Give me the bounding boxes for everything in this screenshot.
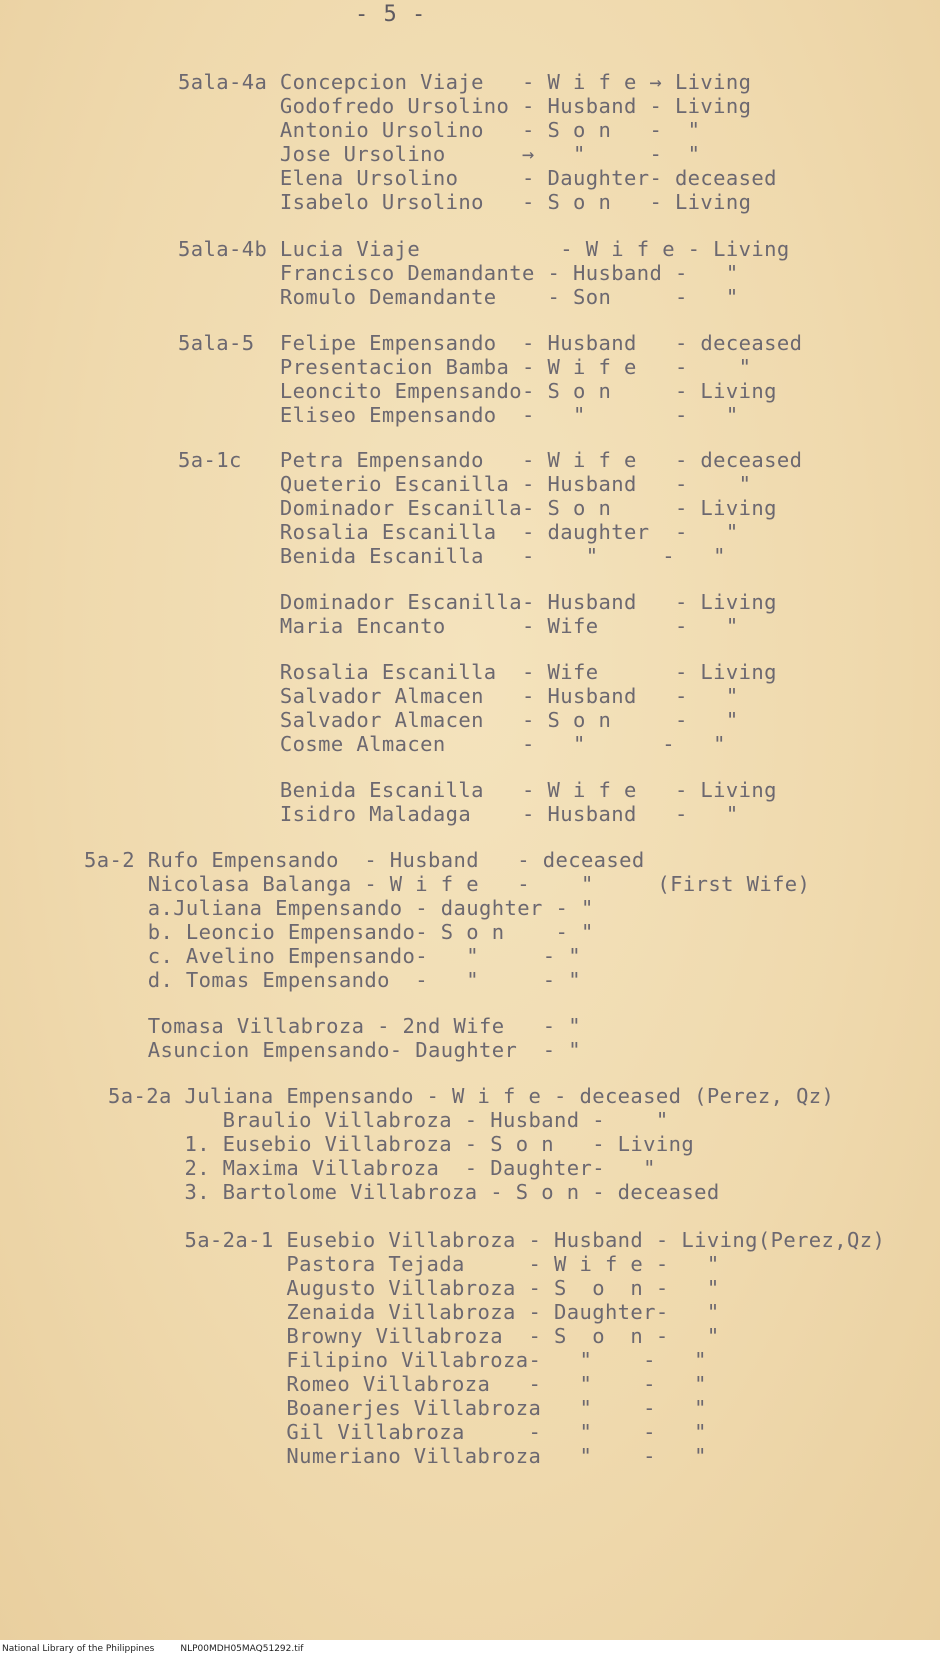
text-line: Francisco Demandante - Husband - " [178, 261, 739, 285]
text-line: Gil Villabroza - " - " [108, 1420, 707, 1444]
text-line: 5a-2 Rufo Empensando - Husband - deceased [84, 848, 645, 872]
text-line: 1. Eusebio Villabroza - S o n - Living [108, 1132, 695, 1156]
text-line: 2. Maxima Villabroza - Daughter- " [108, 1156, 656, 1180]
text-line: Augusto Villabroza - S o n - " [108, 1276, 720, 1300]
text-line: Zenaida Villabroza - Daughter- " [108, 1300, 720, 1324]
text-line: 5a-2a-1 Eusebio Villabroza - Husband - Living(Perez,Qz) [108, 1228, 886, 1252]
text-line: 3. Bartolome Villabroza - S o n - deceased [108, 1180, 720, 1204]
text-line: d. Tomas Empensando - " - " [84, 968, 581, 992]
text-line: Antonio Ursolino - S o n - " [178, 118, 701, 142]
text-line: Tomasa Villabroza - 2nd Wife - " [84, 1014, 581, 1038]
text-line: Godofredo Ursolino - Husband - Living [178, 94, 752, 118]
text-line: Elena Ursolino - Daughter- deceased [178, 166, 777, 190]
text-line: 5ala-4a Concepcion Viaje - W i f e → Living [178, 70, 752, 94]
text-line: b. Leoncio Empensando- S o n - " [84, 920, 594, 944]
text-line: Browny Villabroza - S o n - " [108, 1324, 720, 1348]
text-line: 5ala-4b Lucia Viaje - W i f e - Living [178, 237, 790, 261]
text-line: 5a-1c Petra Empensando - W i f e - deceased [178, 448, 803, 472]
text-line: Jose Ursolino → " - " [178, 142, 701, 166]
text-line: Boanerjes Villabroza " - " [108, 1396, 707, 1420]
text-line: Isabelo Ursolino - S o n - Living [178, 190, 752, 214]
file-id: NLP00MDH05MAQ51292.tif [180, 1644, 304, 1654]
text-line: Filipino Villabroza- " - " [108, 1348, 707, 1372]
text-line: Eliseo Empensando - " - " [178, 403, 739, 427]
text-line: Numeriano Villabroza " - " [108, 1444, 707, 1468]
text-line: Salvador Almacen - S o n - " [178, 708, 739, 732]
text-line: Queterio Escanilla - Husband - " [178, 472, 752, 496]
text-line: Salvador Almacen - Husband - " [178, 684, 739, 708]
text-line: Braulio Villabroza - Husband - " [108, 1108, 669, 1132]
archive-footer [0, 1640, 940, 1658]
text-line: Cosme Almacen - " - " [178, 732, 726, 756]
text-line: a.Juliana Empensando - daughter - " [84, 896, 594, 920]
text-line: 5ala-5 Felipe Empensando - Husband - deceased [178, 331, 803, 355]
text-line: Pastora Tejada - W i f e - " [108, 1252, 720, 1276]
text-line: Nicolasa Balanga - W i f e - " (First Wife) [84, 872, 811, 896]
text-line: Presentacion Bamba - W i f e - " [178, 355, 752, 379]
text-line: Romeo Villabroza - " - " [108, 1372, 707, 1396]
text-line: Rosalia Escanilla - Wife - Living [178, 660, 777, 684]
text-line: Dominador Escanilla- S o n - Living [178, 496, 777, 520]
text-line: Benida Escanilla - W i f e - Living [178, 778, 777, 802]
text-line: Leoncito Empensando- S o n - Living [178, 379, 777, 403]
text-line: Benida Escanilla - " - " [178, 544, 726, 568]
text-line: Maria Encanto - Wife - " [178, 614, 739, 638]
library-credit: National Library of the Philippines [2, 1644, 155, 1654]
page-number: - 5 - [355, 2, 427, 27]
text-line: Dominador Escanilla- Husband - Living [178, 590, 777, 614]
text-line: Rosalia Escanilla - daughter - " [178, 520, 739, 544]
text-line: c. Avelino Empensando- " - " [84, 944, 581, 968]
text-line: Asuncion Empensando- Daughter - " [84, 1038, 581, 1062]
text-line: Romulo Demandante - Son - " [178, 285, 739, 309]
text-line: 5a-2a Juliana Empensando - W i f e - deceased (Perez, Qz) [108, 1084, 835, 1108]
text-line: Isidro Maladaga - Husband - " [178, 802, 739, 826]
